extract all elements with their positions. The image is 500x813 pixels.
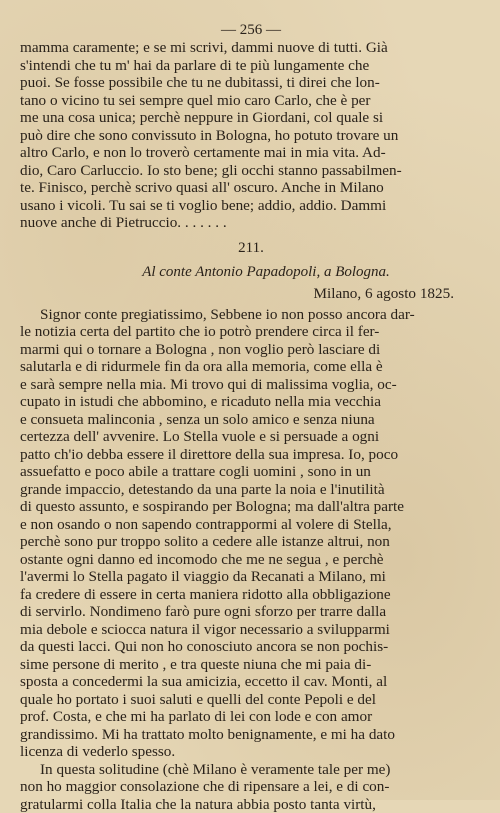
text-line: ostante ogni danno ed incomodo che me ne segua , e perchè (20, 551, 482, 569)
text-line: usano i vicoli. Tu sai se ti voglio bene; addio, addio. Dammi (20, 197, 482, 215)
text-line: di servirlo. Nondimeno farò pure ogni sforzo per trarre dalla (20, 603, 482, 621)
text-line: puoi. Se fosse possibile che tu ne dubitassi, ti direi che lon- (20, 74, 482, 92)
text-line: e consueta malinconia , senza un solo amico e senza niuna (20, 411, 482, 429)
text-line: cupato in istudi che abbomino, e ricaduto nella mia vecchia (20, 393, 482, 411)
text-line: e non osando o non sapendo contrappormi al volere di Stella, (20, 516, 482, 534)
text-line: quale ho portato i suoi saluti e quelli del conte Pepoli e del (20, 691, 482, 709)
text-line: licenza di vederlo spesso. (20, 743, 482, 761)
text-line: me una cosa unica; perchè neppure in Giordani, col quale si (20, 109, 482, 127)
text-line: l'avermi lo Stella pagato il viaggio da Recanati a Milano, mi (20, 568, 482, 586)
text-line: perchè sono pur troppo solito a cedere alle istanze altrui, non (20, 533, 482, 551)
letter-paragraph-2 (20, 761, 482, 813)
page-number: — 256 — (20, 22, 482, 39)
letter-paragraph-1 (20, 306, 482, 761)
text-line: da questi lacci. Qui non ho conosciuto ancora se non pochis- (20, 638, 482, 656)
text-line: grandissimo. Mi ha trattato molto benignamente, e mi ha dato (20, 726, 482, 744)
text-line: sposta a concedermi la sua amicizia, eccetto il cav. Monti, al (20, 673, 482, 691)
text-line: altro Carlo, e non lo troverò certamente mai in mia vita. Ad- (20, 144, 482, 162)
text-line: gratularmi colla Italia che la natura abbia posto tanta virtù, (20, 796, 482, 813)
text-line: assuefatto e poco abile a trattare cogli uomini , sono in un (20, 463, 482, 481)
text-line: te. Finisco, perchè scrivo quasi all' oscuro. Anche in Milano (20, 179, 482, 197)
text-line: salutarla e di ridurmele fin da ora alla memoria, come ella è (20, 358, 482, 376)
letter-heading: Al conte Antonio Papadopoli, a Bologna. (20, 262, 482, 282)
letter-number: 211. (20, 238, 482, 258)
text-line: sime persone di merito , e tra queste niuna che mi paia di- (20, 656, 482, 674)
letter-dateline: Milano, 6 agosto 1825. (20, 284, 482, 304)
text-line: tano o vicino tu sei sempre quel mio caro Carlo, che è per (20, 92, 482, 110)
text-line: può dire che sono convissuto in Bologna, ho potuto trovare un (20, 127, 482, 145)
text-line: prof. Costa, e che mi ha parlato di lei con lode e con amor (20, 708, 482, 726)
text-line: grande impaccio, detestando da una parte la noia e l'inutilità (20, 481, 482, 499)
text-line: dio, Caro Carluccio. Io sto bene; gli occhi stanno passabilmen- (20, 162, 482, 180)
text-line: le notizia certa del partito che io potrò prendere circa il fer- (20, 323, 482, 341)
text-line: In questa solitudine (chè Milano è veramente tale per me) (20, 761, 482, 779)
text-line: patto ch'io debba essere il direttore della sua impresa. Io, poco (20, 446, 482, 464)
continuation-text (20, 39, 482, 232)
text-line: mia debole e sciocca natura il vigor necessario a svilupparmi (20, 621, 482, 639)
text-line: marmi qui o tornare a Bologna , non voglio però lasciare di (20, 341, 482, 359)
text-line: certezza dell' avvenire. Lo Stella vuole e si persuade a ogni (20, 428, 482, 446)
text-line: fa credere di essere in certa maniera ridotto alla obbligazione (20, 586, 482, 604)
text-line: e sarà sempre nella mia. Mi trovo qui di malissima voglia, oc- (20, 376, 482, 394)
text-line: Signor conte pregiatissimo, Sebbene io non posso ancora dar- (20, 306, 482, 324)
text-line: mamma caramente; e se mi scrivi, dammi nuove di tutti. Già (20, 39, 482, 57)
text-line: di questo assunto, e sospirando per Bologna; ma dall'altra parte (20, 498, 482, 516)
text-line: s'intendi che tu m' hai da parlare di te più lungamente che (20, 57, 482, 75)
text-line: nuove anche di Pietruccio. . . . . . . (20, 214, 482, 232)
text-line: non ho maggior consolazione che di ripensare a lei, e di con- (20, 778, 482, 796)
